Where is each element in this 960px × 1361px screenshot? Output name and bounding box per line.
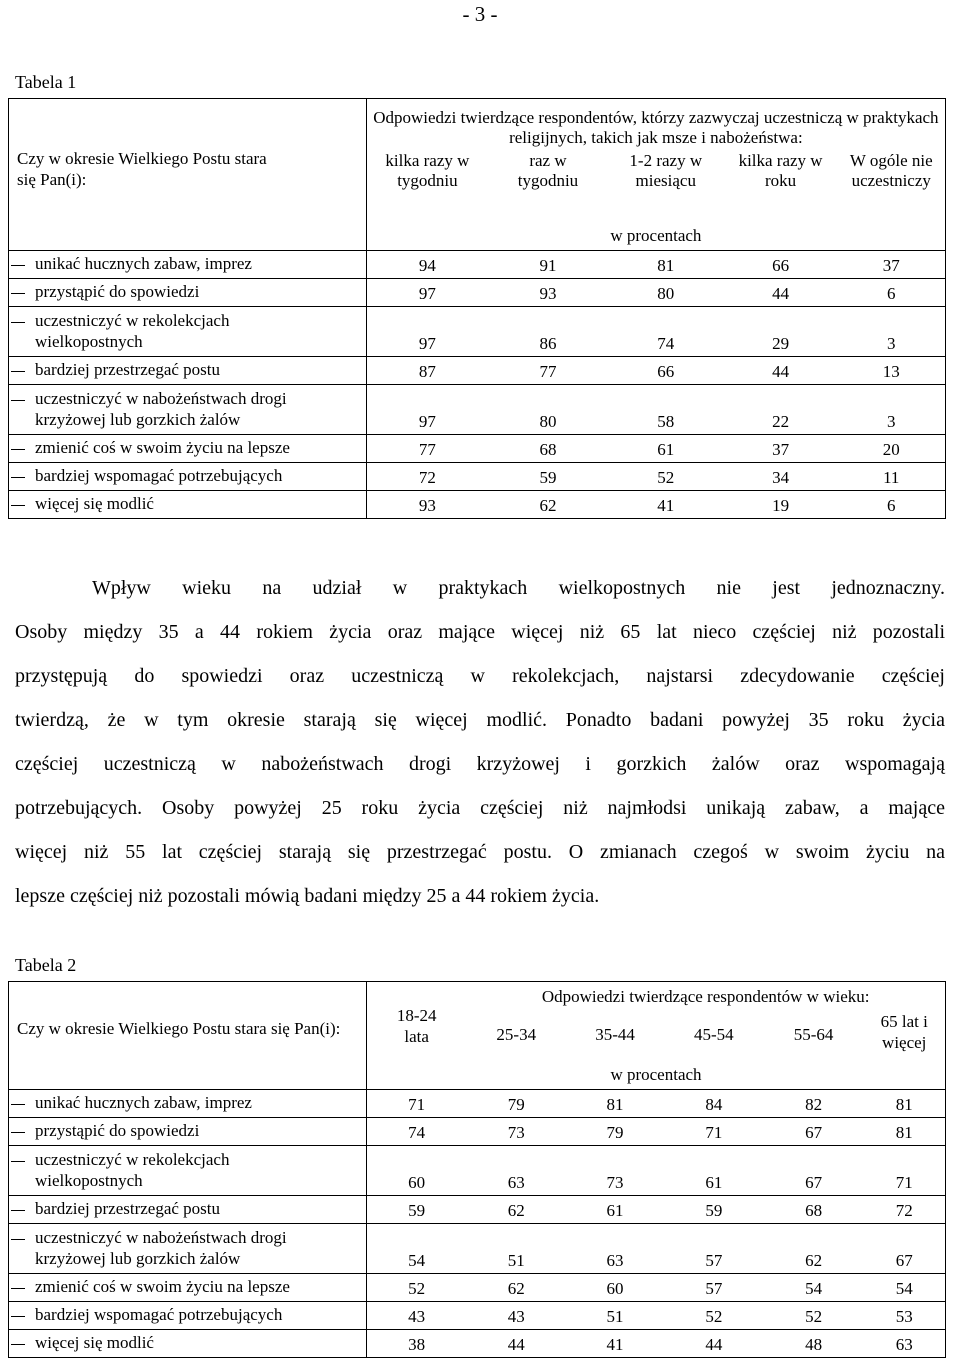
table-cell: 73 [566,1146,664,1196]
table-cell: 62 [764,1224,864,1274]
table-row [9,357,946,385]
table2-col-header: 65 lat i więcej [863,1010,945,1062]
table2-col-header: 25-34 [496,1025,537,1045]
table-cell: 37 [838,251,946,279]
dash-icon [11,389,25,409]
row-label-text: uczestniczyć w rekolekcjach wielkopostnych [35,311,230,351]
table2-body [9,1090,946,1358]
table-cell: 19 [724,491,838,519]
table-cell: 62 [466,1196,566,1224]
table-cell: 44 [724,279,838,307]
table-cell: 73 [466,1118,566,1146]
table-cell: 3 [838,385,946,435]
table-cell: 44 [466,1330,566,1358]
table-cell: 59 [366,1196,466,1224]
table1-col-header: W ogóle nie uczestniczy [838,151,946,223]
dash-icon [11,1333,25,1353]
table-cell: 68 [488,435,608,463]
table-cell: 54 [863,1274,945,1302]
table-cell: 74 [608,307,724,357]
table-cell: 80 [488,385,608,435]
table-row [9,1330,946,1358]
table-cell: 72 [863,1196,945,1224]
table-cell: 52 [664,1302,764,1330]
table-cell: 71 [366,1090,466,1118]
table-row [9,385,946,435]
row-label [9,491,367,519]
dash-icon [11,438,25,458]
row-label-text: przystąpić do spowiedzi [35,282,200,302]
table-cell: 53 [863,1302,945,1330]
row-label-text: bardziej wspomagać potrzebujących [35,1305,283,1325]
table-cell: 63 [466,1146,566,1196]
table-cell: 54 [366,1224,466,1274]
row-label-text: unikać hucznych zabaw, imprez [35,1093,252,1113]
dash-icon [11,1305,25,1325]
table-cell: 57 [664,1224,764,1274]
table-cell: 52 [366,1274,466,1302]
dash-icon [11,1121,25,1141]
table-cell: 67 [863,1224,945,1274]
table-row [9,1274,946,1302]
table-cell: 80 [608,279,724,307]
row-label [9,1146,367,1196]
dash-icon [11,494,25,514]
row-label-text: więcej się modlić [35,494,154,514]
table-cell: 3 [838,307,946,357]
table-cell: 62 [488,491,608,519]
table-row [9,1146,946,1196]
table-cell: 81 [863,1090,945,1118]
table-cell: 61 [664,1146,764,1196]
row-label [9,385,367,435]
table1-body [9,251,946,519]
row-label [9,279,367,307]
table-cell: 63 [566,1224,664,1274]
table-row [9,491,946,519]
table-cell: 71 [664,1118,764,1146]
table-cell: 77 [488,357,608,385]
table-cell: 79 [466,1090,566,1118]
table-row [9,1302,946,1330]
table-cell: 63 [863,1330,945,1358]
dash-icon [11,360,25,380]
table-cell: 67 [764,1118,864,1146]
table-cell: 44 [724,357,838,385]
table1-col-header: raz w tygodniu [517,150,579,190]
dash-icon [11,1150,25,1170]
table1-col-header: kilka razy w roku [738,150,823,190]
table-cell: 52 [764,1302,864,1330]
table2-col-header: 18-24 lata [396,1006,437,1046]
table-cell: 91 [488,251,608,279]
table2 [8,981,946,1358]
table-cell: 97 [366,307,488,357]
dash-icon [11,254,25,274]
dash-icon [11,282,25,302]
row-label-text: uczestniczyć w nabożeństwach drogi krzyżowej lub gorzkich żalów [35,389,287,429]
table1 [8,98,946,519]
table-row [9,435,946,463]
table-cell: 87 [366,357,488,385]
table-cell: 61 [608,435,724,463]
table-cell: 82 [764,1090,864,1118]
table-cell: 66 [608,357,724,385]
table-cell: 66 [724,251,838,279]
table-cell: 97 [366,385,488,435]
table-row [9,1118,946,1146]
table-row [9,1224,946,1274]
table-cell: 79 [566,1118,664,1146]
table-cell: 61 [566,1196,664,1224]
table-row [9,463,946,491]
row-label-text: uczestniczyć w rekolekcjach wielkopostnych [35,1150,230,1190]
table-cell: 59 [664,1196,764,1224]
table-cell: 6 [838,279,946,307]
row-label [9,357,367,385]
table-cell: 54 [764,1274,864,1302]
row-label [9,1274,367,1302]
table-cell: 84 [664,1090,764,1118]
table-cell: 13 [838,357,946,385]
row-label [9,1196,367,1224]
table-cell: 41 [566,1330,664,1358]
table-cell: 74 [366,1118,466,1146]
row-label-text: zmienić coś w swoim życiu na lepsze [35,438,290,458]
table1-unit: w procentach [366,223,945,251]
row-label [9,1090,367,1118]
table2-unit: w procentach [366,1062,945,1090]
table-cell: 77 [366,435,488,463]
table-cell: 43 [466,1302,566,1330]
table-cell: 29 [724,307,838,357]
dash-icon [11,311,25,331]
row-label [9,435,367,463]
table-cell: 81 [863,1118,945,1146]
table-cell: 93 [366,491,488,519]
table-cell: 6 [838,491,946,519]
table-cell: 38 [366,1330,466,1358]
row-label-text: przystąpić do spowiedzi [35,1121,200,1141]
table-cell: 34 [724,463,838,491]
paragraph-line: twierdzą, że w tym okresie starają się więcej modlić. Ponadto badani powyżej 35 roku życia [15,709,945,731]
table-cell: 58 [608,385,724,435]
table1-caption: Tabela 1 [15,72,77,92]
table-cell: 44 [664,1330,764,1358]
body-paragraph [15,566,945,918]
paragraph-line: Osoby między 35 a 44 rokiem życia oraz mające więcej niż 65 lat nieco częściej niż pozostali [15,621,945,643]
table-cell: 71 [863,1146,945,1196]
paragraph-line: więcej niż 55 lat częściej starają się przestrzegać postu. O zmianach czegoś w swoim życiu na [15,841,945,863]
table-cell: 43 [366,1302,466,1330]
table-cell: 93 [488,279,608,307]
row-label [9,1330,367,1358]
table1-col-header: 1-2 razy w miesiącu [629,150,703,190]
table-cell: 51 [466,1224,566,1274]
table-cell: 94 [366,251,488,279]
table-cell: 51 [566,1302,664,1330]
row-label-text: uczestniczyć w nabożeństwach drogi krzyżowej lub gorzkich żalów [35,1228,287,1268]
table2-group-header: Odpowiedzi twierdzące respondentów w wieku: [466,982,945,1010]
table-cell: 86 [488,307,608,357]
row-label-text: bardziej wspomagać potrzebujących [35,466,283,486]
dash-icon [11,1277,25,1297]
row-label-text: bardziej przestrzegać postu [35,1199,221,1219]
row-label-text: zmienić coś w swoim życiu na lepsze [35,1277,290,1297]
dash-icon [11,1228,25,1248]
table-row [9,307,946,357]
table-cell: 62 [466,1274,566,1302]
dash-icon [11,466,25,486]
row-label [9,1118,367,1146]
row-label [9,1302,367,1330]
table-cell: 97 [366,279,488,307]
table-cell: 41 [608,491,724,519]
row-label [9,1224,367,1274]
row-label-text: unikać hucznych zabaw, imprez [35,254,252,274]
table-cell: 11 [838,463,946,491]
paragraph-line: lepsze częściej niż pozostali mówią badani między 25 a 44 rokiem życia. [15,885,600,907]
table-row [9,279,946,307]
row-label-text: więcej się modlić [35,1333,154,1353]
table-cell: 20 [838,435,946,463]
table-cell: 37 [724,435,838,463]
row-label [9,251,367,279]
table-cell: 60 [366,1146,466,1196]
table-cell: 22 [724,385,838,435]
row-label-text: bardziej przestrzegać postu [35,360,221,380]
table-cell: 68 [764,1196,864,1224]
table-cell: 57 [664,1274,764,1302]
table2-caption: Tabela 2 [15,955,77,975]
table2-question: Czy w okresie Wielkiego Postu stara się Pan(i): [9,982,367,1090]
table2-col-header: 45-54 [693,1025,734,1045]
table-cell: 59 [488,463,608,491]
table2-col-header: 35-44 [595,1025,635,1045]
table-row [9,251,946,279]
paragraph-line: Wpływ wieku na udział w praktykach wielkopostnych nie jest jednoznaczny. [92,577,945,599]
table2-col-header: 55-64 [793,1025,834,1045]
table-cell: 81 [566,1090,664,1118]
table-cell: 60 [566,1274,664,1302]
table1-col-header: kilka razy w tygodniu [385,150,470,190]
table1-group-header: Odpowiedzi twierdzące respondentów, którzy zazwyczaj uczestniczą w praktykach religijnych, takich jak msze i nabożeństwa: [366,99,945,151]
paragraph-line: przystępują do spowiedzi oraz uczestniczą w rekolekcjach, najstarsi zdecydowanie częściej [15,665,945,687]
table-cell: 67 [764,1146,864,1196]
table1-question: Czy w okresie Wielkiego Postu stara się Pan(i): [9,99,367,251]
paragraph-line: potrzebujących. Osoby powyżej 25 roku życia częściej niż najmłodsi unikają zabaw, a mające [15,797,945,819]
table-cell: 72 [366,463,488,491]
dash-icon [11,1093,25,1113]
table-cell: 48 [764,1330,864,1358]
table-row [9,1196,946,1224]
table-cell: 52 [608,463,724,491]
table-cell: 81 [608,251,724,279]
paragraph-line: częściej uczestniczą w nabożeństwach drogi krzyżowej i gorzkich żalów oraz wspomagają [15,753,945,775]
page-number: - 3 - [462,2,498,26]
table-row [9,1090,946,1118]
row-label [9,463,367,491]
dash-icon [11,1199,25,1219]
row-label [9,307,367,357]
